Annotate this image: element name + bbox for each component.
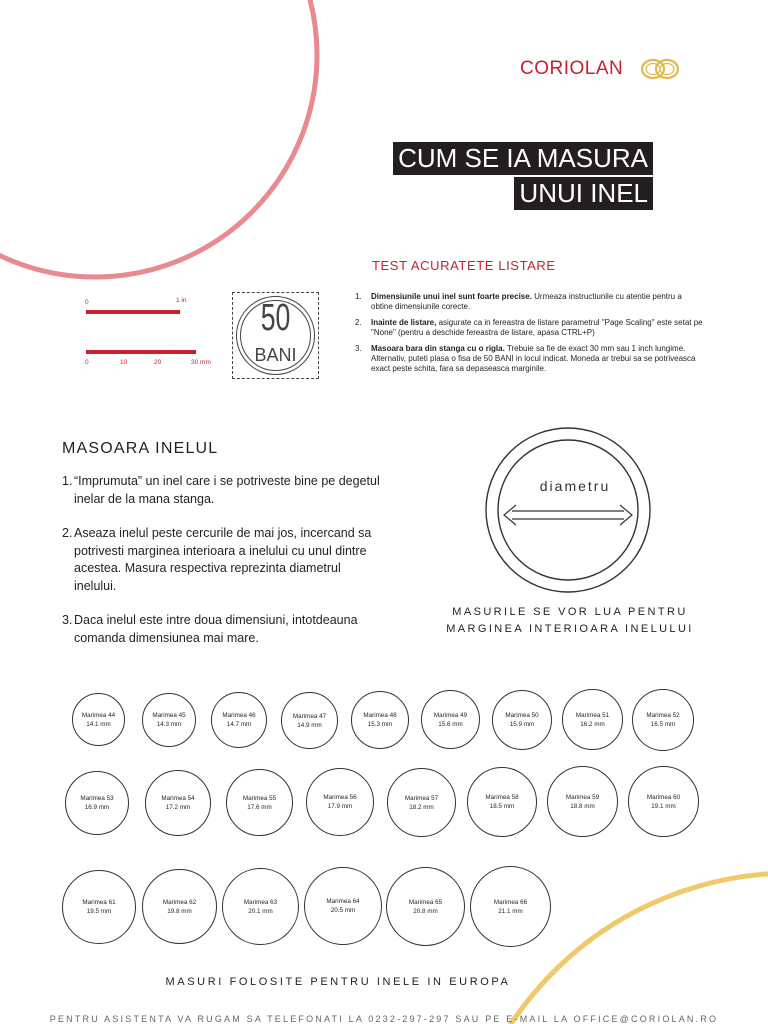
measure-step xyxy=(62,473,382,508)
ring-size-circle xyxy=(492,690,552,750)
ring-size-circle xyxy=(628,766,699,837)
ring-size-label: Marimea 48 xyxy=(363,712,397,719)
measure-step xyxy=(62,525,382,595)
ring-size-label: Marimea 47 xyxy=(292,712,327,720)
item-bold-text: Dimensiunile unui inel sunt foarte precise. xyxy=(371,292,532,301)
ring-size-mm: 17.2 mm xyxy=(165,804,191,811)
ring-size-label: Marimea 46 xyxy=(222,712,256,719)
ring-size-mm: 14.1 mm xyxy=(86,720,111,728)
ring-size-circle xyxy=(72,693,125,746)
assistance-footer: PENTRU ASISTENTA VA RUGAM SA TELEFONATI LA 0232-297-297 SAU PE E-MAIL LA OFFICE@CORIOLAN.RO xyxy=(49,1014,719,1024)
ring-size-circle xyxy=(547,766,618,837)
diameter-ring-diagram xyxy=(486,428,650,592)
ring-size-circle xyxy=(467,767,537,837)
ring-size-mm: 14.7 mm xyxy=(226,721,252,728)
ring-size-circle xyxy=(65,771,129,835)
ring-size-mm: 19.8 mm xyxy=(167,907,192,915)
item-bold-text: Inainte de listare, xyxy=(371,318,437,327)
step-number: 2. xyxy=(62,526,73,540)
item-text: asigurate ca in fereastra de listare parametrul "Page Scaling" este setat pe "None" (pentru a deschide fereastra de listare, apasa CTRL+P) xyxy=(371,318,703,337)
step-number: 1. xyxy=(62,474,73,488)
step-text: Aseaza inelul peste cercurile de mai jos, incercand sa potrivesti marginea interioara a inelului cu unul dintre acestea. Masura respectiva reprezinta diametrul inelului. xyxy=(74,526,372,593)
mm-ruler-label-10: 10 xyxy=(120,359,128,366)
measure-heading: MASOARA INELUL xyxy=(62,440,219,457)
ring-size-mm: 18.5 mm xyxy=(489,803,515,810)
europe-sizes-caption: MASURI FOLOSITE PENTRU INELE IN EUROPA xyxy=(165,976,511,988)
ring-size-mm: 19.1 mm xyxy=(651,802,676,810)
brand-name: CORIOLAN xyxy=(520,58,624,79)
ring-size-label: Marimea 58 xyxy=(485,794,519,801)
ring-size-circle xyxy=(281,692,338,749)
pink-arc xyxy=(0,0,317,277)
ring-size-label: Marimea 60 xyxy=(646,793,681,801)
ring-size-label: Marimea 63 xyxy=(243,898,278,906)
test-instruction-item xyxy=(355,318,705,338)
test-heading: TEST ACURATETE LISTARE xyxy=(372,258,556,273)
coin-unit: BANI xyxy=(254,345,297,365)
ring-size-mm: 15.3 mm xyxy=(367,721,393,728)
rings-logo-icon xyxy=(639,58,683,80)
measure-steps xyxy=(62,473,382,664)
ring-size-label: Marimea 54 xyxy=(161,795,195,802)
item-number: 3. xyxy=(355,344,362,353)
test-instruction-item xyxy=(355,344,705,374)
diagram-note-line-2: MARGINEA INTERIOARA INELULUI xyxy=(446,623,694,635)
page-title-line-1: CUM SE IA MASURA xyxy=(393,142,653,175)
ring-size-circle xyxy=(211,692,267,748)
measure-step xyxy=(62,612,382,647)
test-instructions-list xyxy=(355,292,705,380)
diameter-label: diametru xyxy=(539,478,611,494)
ring-size-circle xyxy=(306,768,374,836)
ring-size-label: Marimea 64 xyxy=(326,898,360,905)
diameter-arrow-icon xyxy=(504,505,632,525)
mm-ruler-label-30: 30 mm xyxy=(191,359,211,366)
ring-size-label: Marimea 45 xyxy=(152,712,186,719)
coin-value: 50 xyxy=(260,297,291,339)
ring-size-mm: 16.9 mm xyxy=(84,804,110,811)
ring-size-mm: 20.5 mm xyxy=(330,907,356,914)
step-number: 3. xyxy=(62,613,73,627)
ring-size-label: Marimea 44 xyxy=(81,711,116,719)
brand-logo xyxy=(520,58,683,80)
ring-size-circle xyxy=(304,867,382,945)
ring-size-circle xyxy=(421,690,480,749)
ring-size-circle xyxy=(632,689,694,751)
test-instruction-item xyxy=(355,292,705,312)
diagram-note-line-1: MASURILE SE VOR LUA PENTRU xyxy=(452,606,688,618)
ring-size-label: Marimea 55 xyxy=(242,794,277,802)
item-number: 2. xyxy=(355,318,362,327)
item-number: 1. xyxy=(355,292,362,301)
ring-size-circle xyxy=(386,867,465,946)
ring-size-label: Marimea 49 xyxy=(433,711,468,719)
ring-size-label: Marimea 61 xyxy=(82,899,116,906)
ring-size-mm: 17.6 mm xyxy=(247,803,272,811)
ring-size-label: Marimea 65 xyxy=(408,898,443,906)
ring-size-circle xyxy=(470,866,551,947)
mm-ruler-label-0: 0 xyxy=(85,359,89,366)
ring-size-mm: 15.9 mm xyxy=(509,721,535,728)
page-title-line-2: UNUI INEL xyxy=(514,177,653,210)
mm-ruler-label-20: 20 xyxy=(154,359,162,366)
ring-size-mm: 18.2 mm xyxy=(409,803,434,811)
inch-ruler-start-label: 0 xyxy=(85,299,89,306)
item-text: Urmeaza instructiunile cu atentie pentru a obtine dimensiunile corecte. xyxy=(371,292,682,311)
mm-ruler-bar xyxy=(86,350,196,354)
ring-size-circle xyxy=(142,693,196,747)
ring-size-label: Marimea 62 xyxy=(162,898,197,906)
ring-size-label: Marimea 59 xyxy=(565,793,600,801)
ring-size-circle xyxy=(62,870,136,944)
ring-size-mm: 15.6 mm xyxy=(438,720,463,728)
ring-size-label: Marimea 57 xyxy=(404,794,439,802)
ring-size-circle xyxy=(226,769,293,836)
inch-ruler-bar xyxy=(86,310,180,314)
ring-size-label: Marimea 53 xyxy=(80,795,114,802)
ring-size-circle xyxy=(222,868,299,945)
ring-size-mm: 21.1 mm xyxy=(498,907,523,915)
ring-size-label: Marimea 66 xyxy=(493,898,528,906)
ring-size-label: Marimea 56 xyxy=(323,794,357,801)
step-text: Daca inelul este intre doua dimensiuni, intotdeauna comanda dimensiunea mai mare. xyxy=(74,613,358,645)
ring-size-label: Marimea 51 xyxy=(575,711,610,719)
item-text: Trebuie sa fie de exact 30 mm sau 1 inch lungime. Alternativ, puteti plasa o fisa de 50 BANI in locul indicat. Moneda ar trebui sa se potriveasca exact peste schita, fara sa depaseasca marginile. xyxy=(371,344,696,373)
ring-size-mm: 20.1 mm xyxy=(248,907,273,915)
ring-size-mm: 14.9 mm xyxy=(297,721,322,729)
ring-size-circle xyxy=(387,768,456,837)
ring-size-circle xyxy=(142,869,217,944)
ring-size-circle xyxy=(562,689,623,750)
ring-size-mm: 18.8 mm xyxy=(570,802,595,810)
ring-size-label: Marimea 50 xyxy=(505,712,539,719)
ring-size-mm: 16.5 mm xyxy=(650,721,676,728)
ring-size-mm: 19.5 mm xyxy=(86,908,112,915)
item-bold-text: Masoara bara din stanga cu o rigla. xyxy=(371,344,505,353)
ring-size-mm: 20.8 mm xyxy=(413,907,438,915)
ring-size-mm: 14.3 mm xyxy=(156,721,182,728)
ring-size-mm: 16.2 mm xyxy=(580,720,605,728)
inch-ruler-end-label: 1 in xyxy=(176,297,187,304)
step-text: “Imprumuta” un inel care i se potriveste bine pe degetul inelar de la mana stanga. xyxy=(74,474,380,506)
ring-size-circle xyxy=(145,770,211,836)
ring-size-mm: 17.9 mm xyxy=(327,803,353,810)
ring-size-label: Marimea 52 xyxy=(646,712,680,719)
ring-size-circle xyxy=(351,691,409,749)
